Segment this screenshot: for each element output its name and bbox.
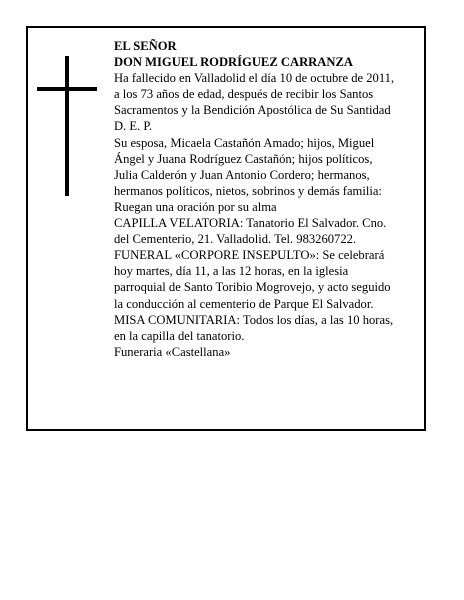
body-line: parroquial de Santo Toribio Mogrovejo, y acto seguido bbox=[114, 280, 391, 295]
obituary-text bbox=[114, 38, 426, 360]
body-line: a los 73 años de edad, después de recibir los Santos bbox=[114, 87, 374, 102]
body-line: Ruegan una oración por su alma bbox=[114, 199, 277, 214]
body-line: en la capilla del tanatorio. bbox=[114, 328, 245, 343]
body-line: Julia Calderón y Juan Antonio Cordero; hermanos, bbox=[114, 167, 370, 182]
body-line: del Cementerio, 21. Valladolid. Tel. 983260722. bbox=[114, 232, 357, 247]
body-line: Ha fallecido en Valladolid el día 10 de octubre de 2011, bbox=[114, 71, 395, 86]
cross-vertical-bar bbox=[65, 56, 69, 196]
body-line: CAPILLA VELATORIA: Tanatorio El Salvador. Cno. bbox=[114, 216, 387, 231]
body-line: MISA COMUNITARIA: Todos los días, a las 10 horas, bbox=[114, 312, 394, 327]
body-line: FUNERAL «CORPORE INSEPULTO»: Se celebrará bbox=[114, 248, 385, 263]
body-line: D. E. P. bbox=[114, 119, 153, 134]
body-line: la conducción al cementerio de Parque El Salvador. bbox=[114, 296, 374, 311]
body-line: Ángel y Juana Rodríguez Castañón; hijos políticos, bbox=[114, 151, 373, 166]
body-line: Funeraria «Castellana» bbox=[114, 344, 231, 359]
deceased-name: DON MIGUEL RODRÍGUEZ CARRANZA bbox=[114, 55, 353, 70]
body-line: hoy martes, día 11, a las 12 horas, en la iglesia bbox=[114, 264, 349, 279]
body-line: Sacramentos y la Bendición Apostólica de Su Santidad bbox=[114, 103, 391, 118]
heading-title: EL SEÑOR bbox=[114, 39, 177, 53]
body-line: Su esposa, Micaela Castañón Amado; hijos, Miguel bbox=[114, 135, 375, 150]
cross-horizontal-bar bbox=[37, 87, 97, 91]
body-line: hermanos políticos, nietos, sobrinos y demás familia: bbox=[114, 183, 382, 198]
